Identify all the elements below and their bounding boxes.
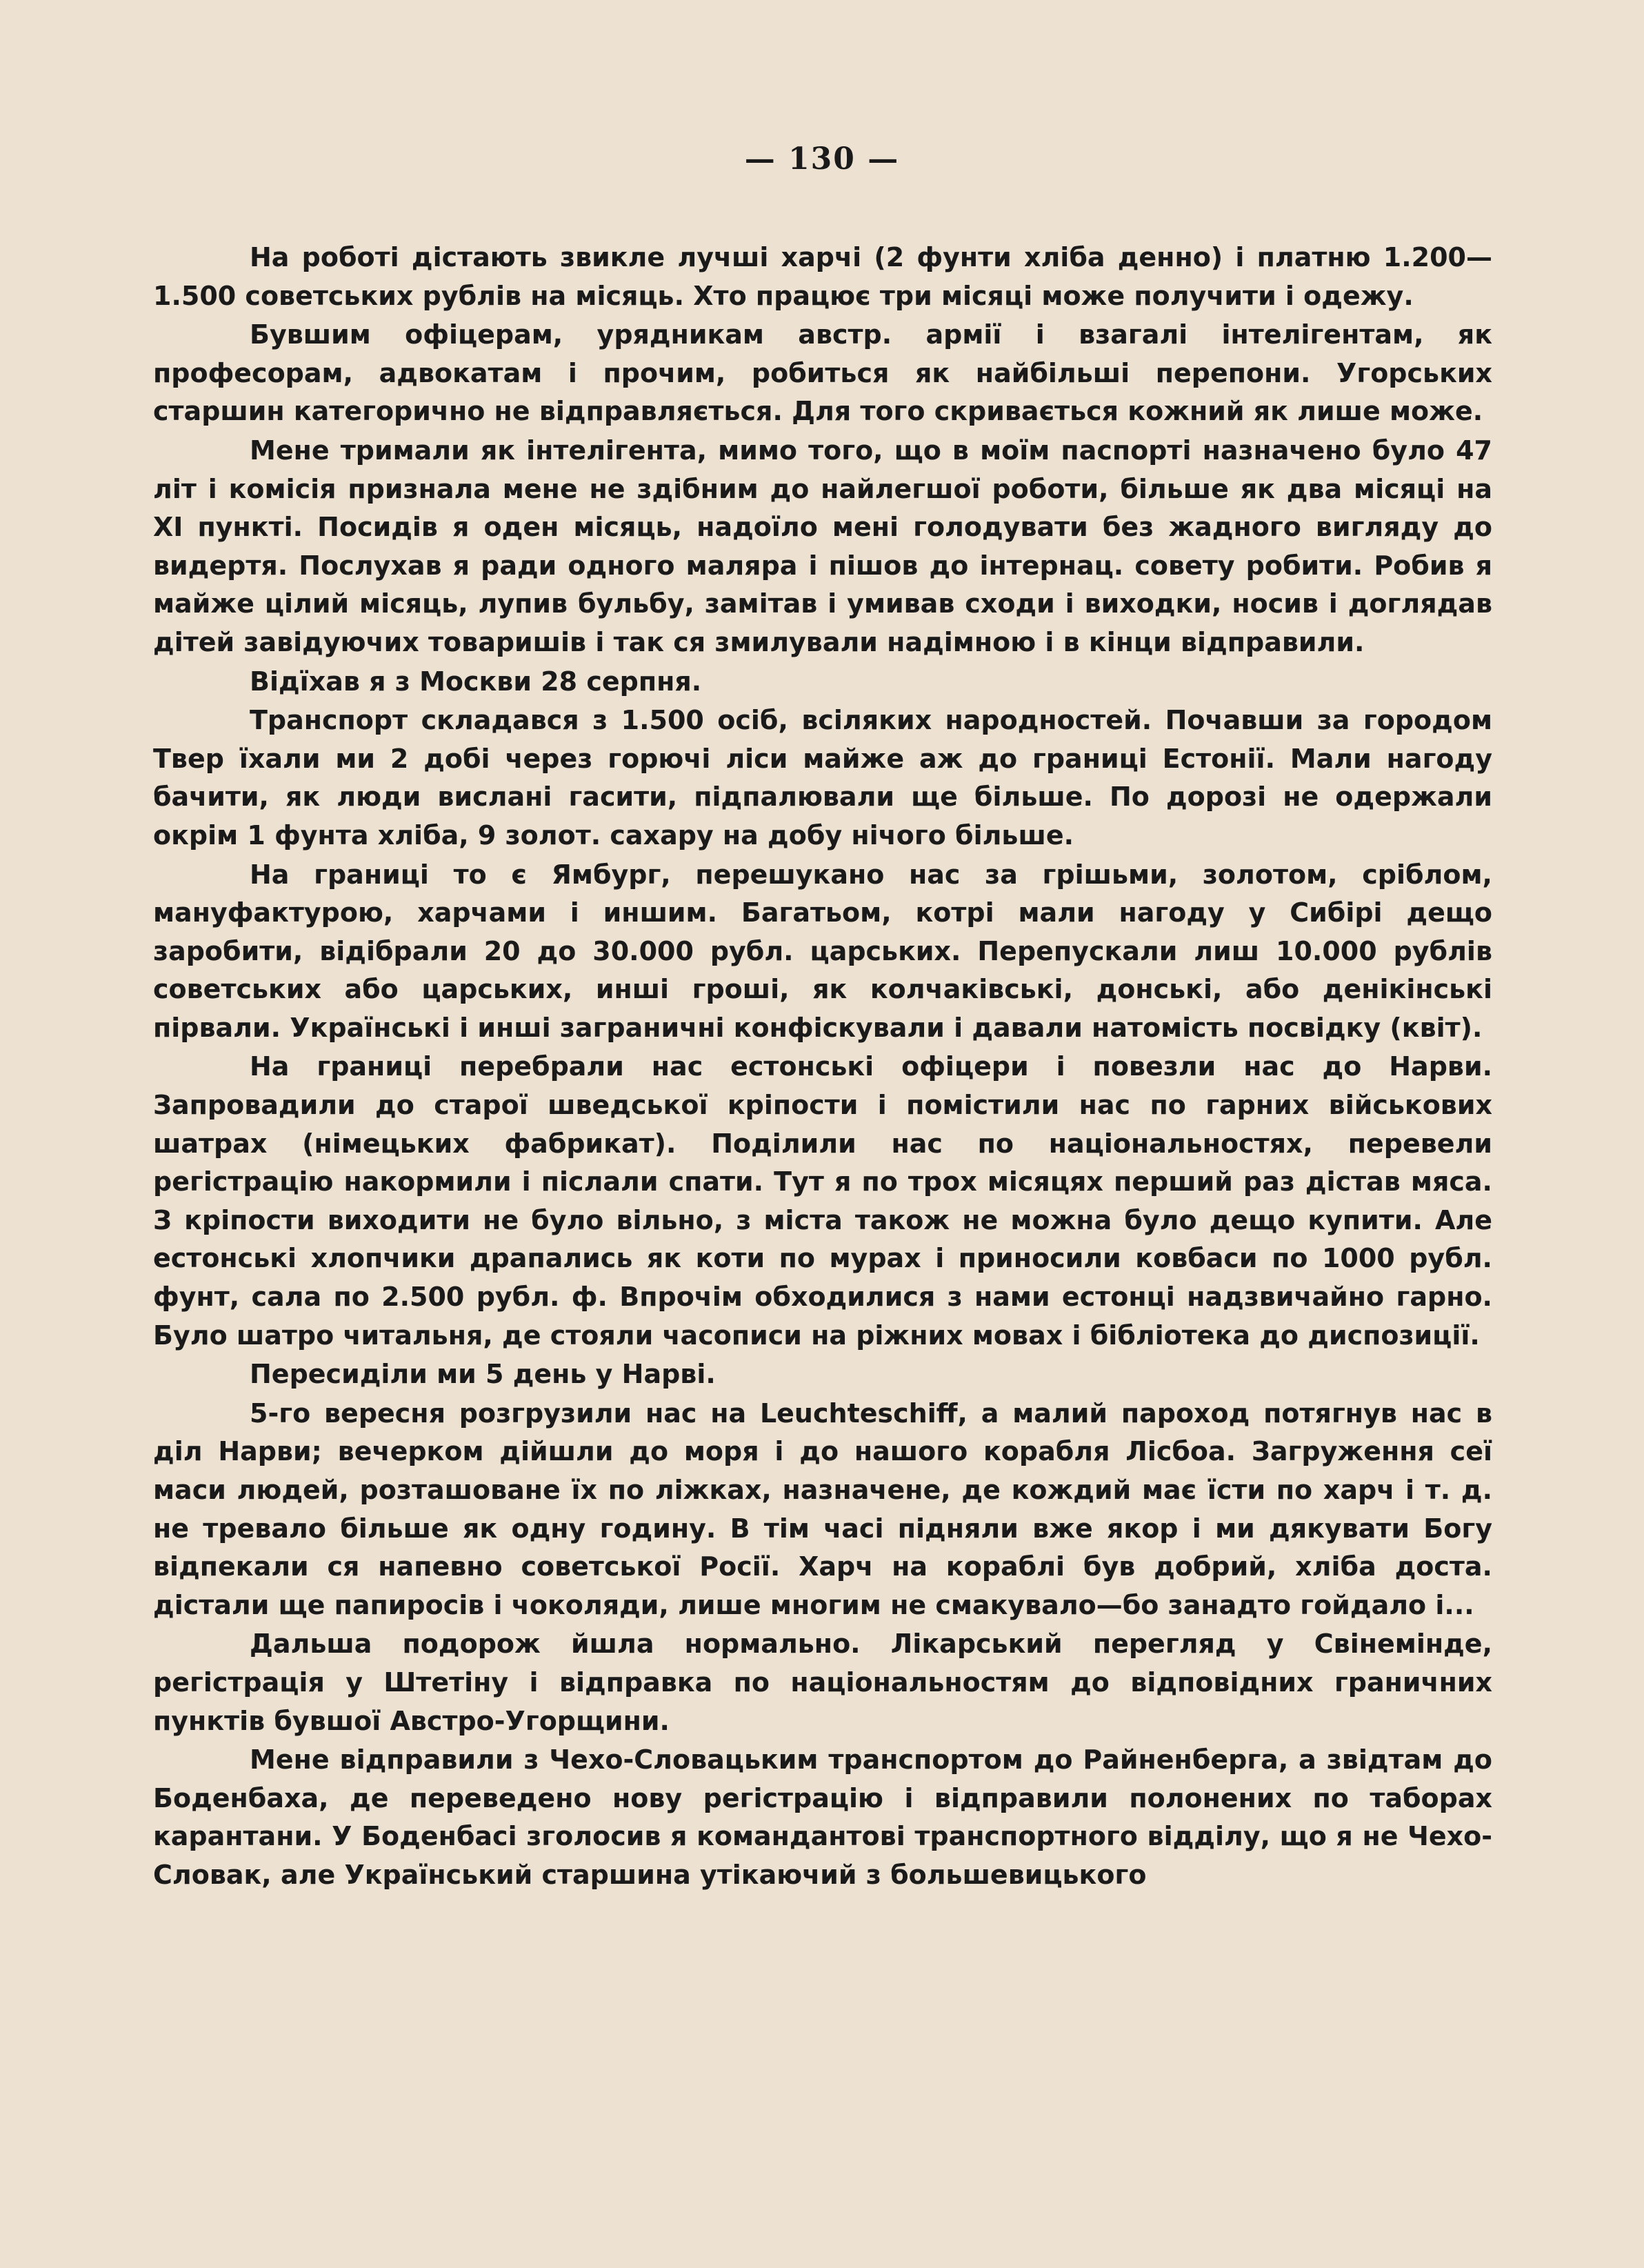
paragraph-3: Мене тримали як інтелігента, мимо того, що в моїм паспорті назначено було 47 літ і комісія признала мене не здібним до найлегшої роботи, більше як два місяці на XI пункті. Посидів я оден місяць, надоїло мені голодувати без жадного вигляду до видертя. Послухав я ради одного маляра і пішов до інтернац. совету робити. Робив я майже цілий місяць, лупив бульбу, замітав і умивав сходи і виходки, носив і доглядав дітей завідуючих товаришів і так ся змилували надімною і в кінци відправили. bbox=[153, 435, 1492, 657]
paragraph-6: На границі то є Ямбург, перешукано нас за грішьми, золотом, сріблом, мануфактурою, харчами і иншим. Багатьом, котрі мали нагоду у Сибірі дещо заробити, відібрали 20 до 30.000 рубл. царських. Перепускали лиш 10.000 рублів советських або царських, инші гроші, як колчаківські, донські, або денікінські пірвали. Українські і инші заграничні конфіскували і давали натомість посвідку (квіт). bbox=[153, 859, 1492, 1043]
paragraph-7: На границі перебрали нас естонські офіцери і повезли нас до Нарви. Запровадили до старої шведської кріпости і помістили нас по гарних військових шатрах (німецьких фабрикат). Поділили нас по національностях, перевели регістрацію накормили і післали спати. Тут я по трох місяцях перший раз дістав мяса. З кріпости виходити не було вільно, з міста також не можна було дещо купити. Але естонські хлопчики драпались як коти по мурах і приносили ковбаси по 1000 рубл. фунт, сала по 2.500 рубл. ф. Впрочім обходилися з нами естонці надзвичайно гарно. Було шатро читальня, де стояли часописи на ріжних мовах і бібліотека до диспозиції. bbox=[153, 1051, 1492, 1351]
paragraph-10: Дальша подорож йшла нормально. Лікарський перегляд у Свінемінде, регістрація у Штетіну і відправка по національностям до відповідних граничних пунктів бувшої Австро-Угорщини. bbox=[153, 1629, 1492, 1736]
paragraph-2: Бувшим офіцерам, урядникам австр. армії і взагалі інтелігентам, як професорам, адвокатам і прочим, робиться як найбільші перепони. Угорських старшин категорично не відправляється. Для того скривається кожний як лише може. bbox=[153, 319, 1492, 427]
page-number: — 130 — bbox=[744, 141, 900, 177]
paragraph-9: 5-го вересня розгрузили нас на Leuchteschiff, а малий пароход потягнув нас в діл Нарви; вечерком дійшли до моря і до нашого корабля Лісбоа. Загруження сеї маси людей, розташоване їх по ліжках, назначене, де кождий має їсти по харч і т. д. не тревало більше як одну годину. В тім часі підняли вже якор і ми дякувати Богу відпекали ся напевно советської Росії. Харч на кораблі був добрий, хліба доста. дістали ще папиросів і чоколяди, лише многим не смакувало—бо занадто гойдало і... bbox=[153, 1397, 1492, 1620]
paragraph-11: Мене відправили з Чехо-Словацьким транспортом до Райненберга, а звідтам до Боденбаха, де переведено нову регістрацію і відправили полонених по таборах карантани. У Боденбасі зголосив я командантові транспортного відділу, що я не Чехо-Словак, але Український старшина утікаючий з большевицького bbox=[153, 1744, 1492, 1890]
paragraph-8: Пересиділи ми 5 день у Нарві. bbox=[250, 1359, 716, 1390]
paragraph-4: Відїхав я з Москви 28 серпня. bbox=[250, 666, 702, 697]
paragraph-5: Транспорт складався з 1.500 осіб, всіляких народностей. Почавши за городом Твер їхали ми 2 добі через горючі ліси майже аж до границі Естонії. Мали нагоду бачити, як люди вислані гасити, підпалювали ще більше. По дорозі не одержали окрім 1 фунта хліба, 9 золот. сахару на добу нічого більше. bbox=[153, 705, 1492, 850]
body-text bbox=[153, 239, 1492, 1896]
paragraph-1: На роботі дістають звикле лучші харчі (2 фунти хліба денно) і платню 1.200—1.500 советських рублів на місяць. Хто працює три місяці може получити і одежу. bbox=[153, 242, 1492, 311]
